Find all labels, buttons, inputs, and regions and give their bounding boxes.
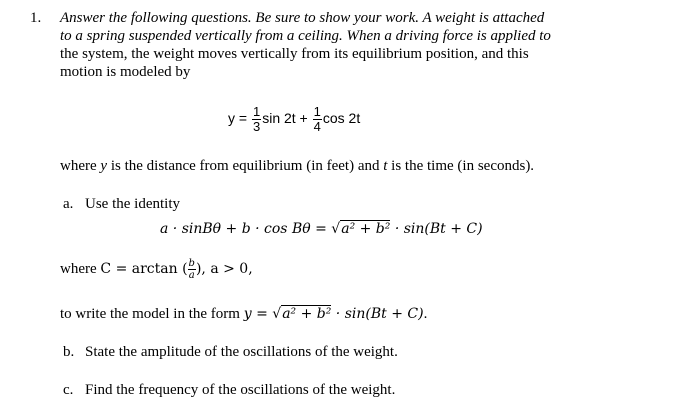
part-a-label: a. — [63, 196, 74, 212]
intro-line-3: the system, the weight moves vertically from its equilibrium position, and this — [60, 46, 529, 62]
part-c-label: c. — [63, 382, 74, 398]
variable-definition: where y is the distance from equilibrium (in feet) and t is the time (in seconds). — [60, 158, 535, 174]
problem-number: 1. — [30, 10, 42, 26]
intro-line-2: to a spring suspended vertically from a ceiling. When a driving force is applied to — [60, 28, 551, 44]
part-b-label: b. — [63, 344, 75, 360]
model-equation — [228, 104, 360, 134]
identity-equation: a · sinBθ + b · cos Bθ = √a² + b² · sin(Bt + C) — [160, 221, 483, 237]
equation-sin-term: sin 2t + — [262, 110, 308, 126]
fraction-b-over-a: $\frac{b}{a}$ — [188, 257, 195, 281]
intro-line-1: Answer the following questions. Be sure to show your work. A weight is attached — [60, 10, 545, 26]
arctan-condition: where C = arctan ( $\frac{b}{a}$ ), a > 0, — [60, 257, 253, 281]
part-b-text: State the amplitude of the oscillations of the weight. — [85, 344, 398, 360]
equation-lhs: y = — [228, 110, 248, 126]
part-a-text: Use the identity — [85, 196, 180, 212]
fraction-one-fourth: $\frac{1}{4}$ — [313, 103, 321, 134]
fraction-one-third: $\frac{1}{3}$ — [252, 103, 261, 134]
equation-cos-term: cos 2t — [322, 110, 361, 126]
model-form-line: to write the model in the form y = √a² + b² · sin(Bt + C). — [60, 306, 428, 322]
intro-line-4: motion is modeled by — [60, 64, 191, 80]
part-c-text: Find the frequency of the oscillations of the weight. — [85, 382, 396, 398]
